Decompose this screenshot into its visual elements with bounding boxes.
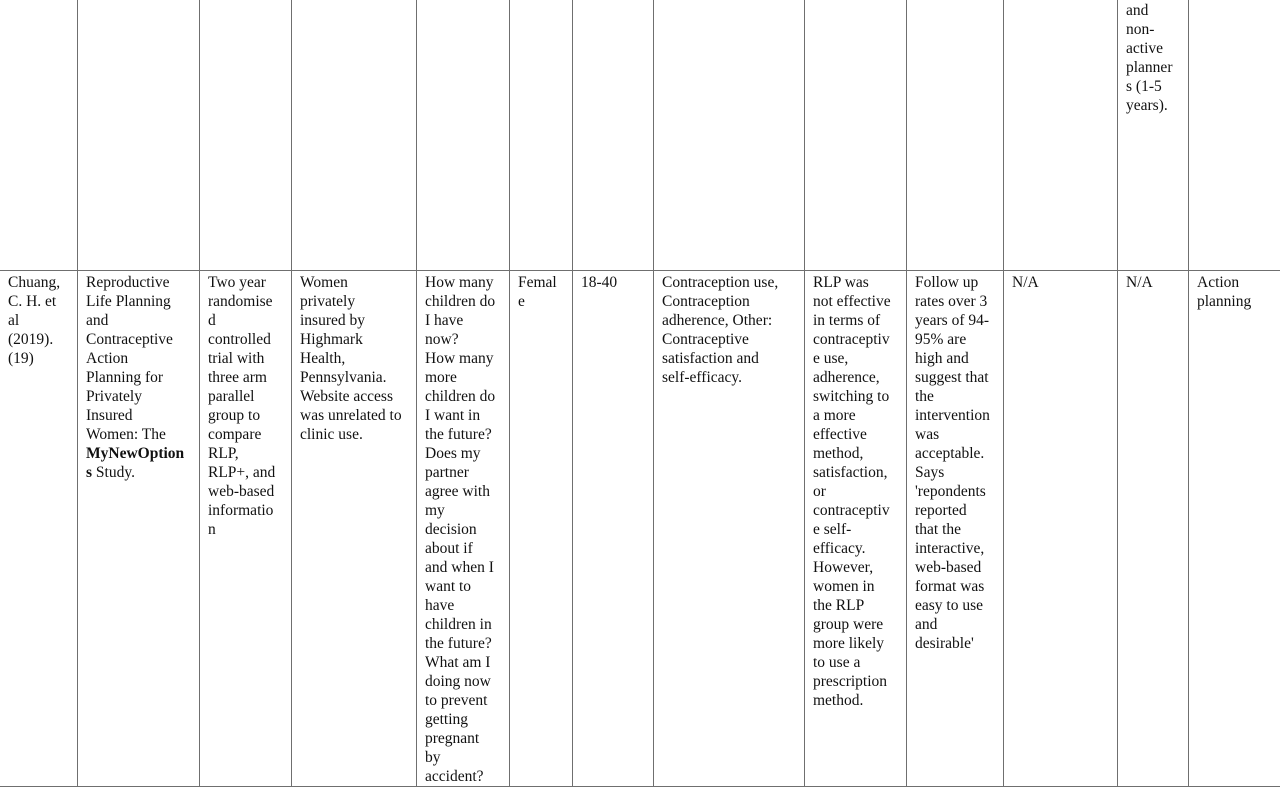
cell-line: children do: [425, 387, 501, 406]
cell-line: was unrelated to: [300, 406, 408, 425]
cell-empty: [907, 0, 1004, 271]
table-row-chuang: [0, 271, 1280, 787]
cell-empty: [805, 0, 907, 271]
cell-line: Women: [300, 273, 408, 292]
cell-line: Two year: [208, 273, 283, 292]
cell-line: to use a: [813, 653, 898, 672]
cell-line: n: [208, 520, 283, 539]
cell-line: d: [208, 311, 283, 330]
cell-line: s (1-5: [1126, 77, 1180, 96]
cell-line: children in: [425, 615, 501, 634]
cell-line: insured by: [300, 311, 408, 330]
cell-design: [200, 271, 292, 787]
cell-line: the future?: [425, 425, 501, 444]
cell-line: Contraception: [662, 292, 796, 311]
cell-line: Contraceptive: [86, 330, 191, 349]
cell-line: e use,: [813, 349, 898, 368]
cell-empty: [654, 0, 805, 271]
cell-acceptability: [907, 271, 1004, 787]
cell-line: contraceptiv: [813, 330, 898, 349]
cell-line: the future?: [425, 634, 501, 653]
cell-line: the RLP: [813, 596, 898, 615]
cell-planners-continued: [1118, 0, 1189, 271]
cell-line: and when I: [425, 558, 501, 577]
cell-outcomes: [654, 271, 805, 787]
cell-line: partner: [425, 463, 501, 482]
cell-line: RLP,: [208, 444, 283, 463]
cell-results: [805, 271, 907, 787]
cell-line: However,: [813, 558, 898, 577]
cell-line: reported: [915, 501, 995, 520]
cell-empty: [417, 0, 510, 271]
cell-line: interactive,: [915, 539, 995, 558]
cell-line: getting: [425, 710, 501, 729]
cell-line: Says: [915, 463, 995, 482]
cell-age: [573, 271, 654, 787]
cell-line: and: [86, 311, 191, 330]
cell-technique: [1189, 271, 1280, 787]
cell-line: efficacy.: [813, 539, 898, 558]
cell-empty: [78, 0, 200, 271]
cell-line: compare: [208, 425, 283, 444]
cell-line: [86, 463, 191, 482]
cell-line: I have: [425, 311, 501, 330]
cell-line: How many: [425, 349, 501, 368]
cell-line: N/A: [1012, 273, 1109, 292]
cell-line: not effective: [813, 292, 898, 311]
cell-line: or: [813, 482, 898, 501]
cell-line: Pennsylvania.: [300, 368, 408, 387]
cell-line: in terms of: [813, 311, 898, 330]
cell-line: RLP was: [813, 273, 898, 292]
cell-line: Life Planning: [86, 292, 191, 311]
cell-line: Does my: [425, 444, 501, 463]
cell-line: controlled: [208, 330, 283, 349]
cell-line: prescription: [813, 672, 898, 691]
cell-line: Website access: [300, 387, 408, 406]
cell-line: women in: [813, 577, 898, 596]
bold-study-name: MyNewOption: [86, 445, 184, 462]
cell-line: RLP+, and: [208, 463, 283, 482]
cell-line: Chuang,: [8, 273, 69, 292]
cell-line: the: [915, 387, 995, 406]
cell-line: How many: [425, 273, 501, 292]
cell-line: have: [425, 596, 501, 615]
cell-line: al: [8, 311, 69, 330]
cell-line: non-: [1126, 20, 1180, 39]
cell-line: adherence, Other:: [662, 311, 796, 330]
cell-line: group were: [813, 615, 898, 634]
cell-line: contraceptiv: [813, 501, 898, 520]
cell-line: Health,: [300, 349, 408, 368]
cell-line: (2019).: [8, 330, 69, 349]
cell-line: parallel: [208, 387, 283, 406]
cell-line: acceptable.: [915, 444, 995, 463]
cell-line: Reproductive: [86, 273, 191, 292]
cell-line: Privately: [86, 387, 191, 406]
cell-line: trial with: [208, 349, 283, 368]
cell-line: more likely: [813, 634, 898, 653]
cell-na-2: [1118, 271, 1189, 787]
bold-study-name-end: s: [86, 464, 92, 481]
cell-na-1: [1004, 271, 1118, 787]
cell-line: adherence,: [813, 368, 898, 387]
cell-line: my: [425, 501, 501, 520]
cell-line: privately: [300, 292, 408, 311]
cell-line: Highmark: [300, 330, 408, 349]
cell-line: was: [915, 425, 995, 444]
cell-line: high and: [915, 349, 995, 368]
cell-line: Action: [1197, 273, 1273, 292]
cell-line: now?: [425, 330, 501, 349]
cell-population: [292, 271, 417, 787]
cell-line: and: [1126, 1, 1180, 20]
cell-line: (19): [8, 349, 69, 368]
table-row-continuation: [0, 0, 1280, 271]
cell-line: informatio: [208, 501, 283, 520]
cell-empty: [200, 0, 292, 271]
cell-line: format was: [915, 577, 995, 596]
cell-empty: [1189, 0, 1280, 271]
cell-line: Femal: [518, 273, 564, 292]
cell-line: 18-40: [581, 273, 645, 292]
cell-line: Insured: [86, 406, 191, 425]
cell-study-title: [78, 271, 200, 787]
cell-line: easy to use: [915, 596, 995, 615]
cell-line: accident?: [425, 767, 501, 786]
cell-line: years of 94-: [915, 311, 995, 330]
cell-line: C. H. et: [8, 292, 69, 311]
title-suffix: Study.: [92, 464, 135, 481]
cell-empty: [0, 0, 78, 271]
cell-line: about if: [425, 539, 501, 558]
cell-line: clinic use.: [300, 425, 408, 444]
cell-line: web-based: [208, 482, 283, 501]
cell-line: satisfaction and: [662, 349, 796, 368]
cell-line: 95% are: [915, 330, 995, 349]
cell-line: more: [425, 368, 501, 387]
cell-line: decision: [425, 520, 501, 539]
cell-line: effective: [813, 425, 898, 444]
cell-line: e: [518, 292, 564, 311]
cell-line: doing now: [425, 672, 501, 691]
cell-line: self-efficacy.: [662, 368, 796, 387]
cell-line: web-based: [915, 558, 995, 577]
cell-line: intervention: [915, 406, 995, 425]
cell-line: to prevent: [425, 691, 501, 710]
cell-line: planning: [1197, 292, 1273, 311]
cell-line: desirable': [915, 634, 995, 653]
cell-line: [86, 444, 191, 463]
cell-line: Contraception use,: [662, 273, 796, 292]
cell-line: Follow up: [915, 273, 995, 292]
cell-line: What am I: [425, 653, 501, 672]
cell-line: I want in: [425, 406, 501, 425]
cell-line: N/A: [1126, 273, 1180, 292]
cell-line: satisfaction,: [813, 463, 898, 482]
cell-line: years).: [1126, 96, 1180, 115]
cell-line: method,: [813, 444, 898, 463]
cell-line: method.: [813, 691, 898, 710]
cell-line: agree with: [425, 482, 501, 501]
cell-line: children do: [425, 292, 501, 311]
cell-line: planner: [1126, 58, 1180, 77]
cell-line: rates over 3: [915, 292, 995, 311]
cell-line: want to: [425, 577, 501, 596]
cell-empty: [573, 0, 654, 271]
cell-line: group to: [208, 406, 283, 425]
cell-line: Action: [86, 349, 191, 368]
cell-line: e self-: [813, 520, 898, 539]
cell-line: a more: [813, 406, 898, 425]
cell-line: randomise: [208, 292, 283, 311]
cell-line: Women: The: [86, 425, 191, 444]
cell-empty: [1004, 0, 1118, 271]
cell-line: Planning for: [86, 368, 191, 387]
cell-empty: [510, 0, 573, 271]
cell-line: by: [425, 748, 501, 767]
cell-line: suggest that: [915, 368, 995, 387]
cell-line: active: [1126, 39, 1180, 58]
cell-line: pregnant: [425, 729, 501, 748]
cell-author: [0, 271, 78, 787]
cell-questions: [417, 271, 510, 787]
cell-line: 'repondents: [915, 482, 995, 501]
cell-line: that the: [915, 520, 995, 539]
cell-line: Contraceptive: [662, 330, 796, 349]
cell-line: switching to: [813, 387, 898, 406]
cell-line: three arm: [208, 368, 283, 387]
cell-empty: [292, 0, 417, 271]
cell-sex: [510, 271, 573, 787]
cell-line: and: [915, 615, 995, 634]
